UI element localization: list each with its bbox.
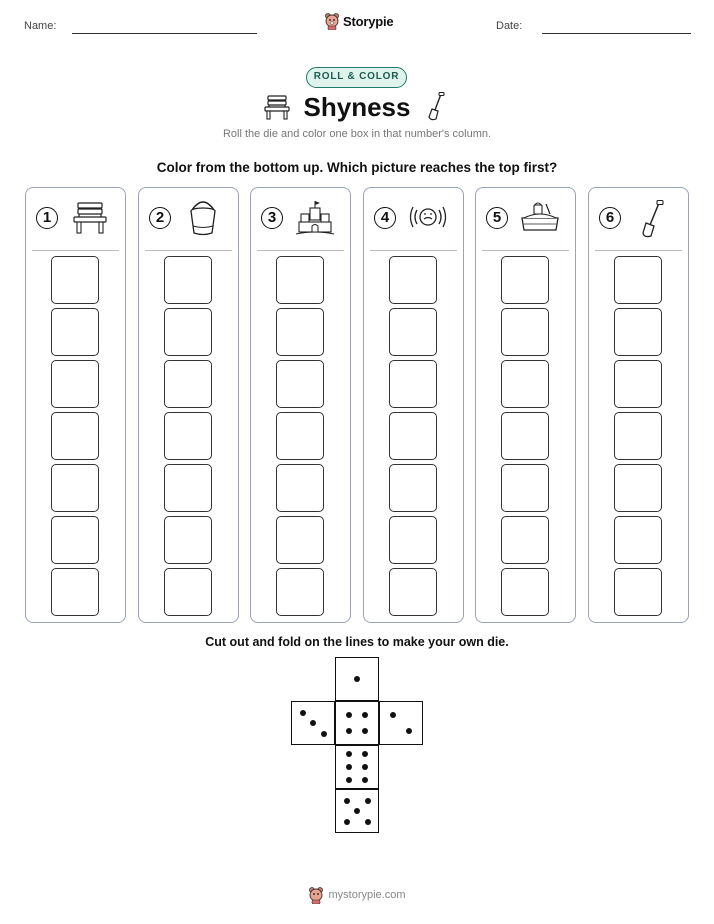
name-line[interactable] bbox=[72, 33, 257, 34]
column-2 bbox=[138, 187, 239, 623]
color-box[interactable] bbox=[164, 516, 212, 564]
column-number: 4 bbox=[374, 207, 396, 229]
color-box[interactable] bbox=[614, 464, 662, 512]
die-pip bbox=[300, 710, 306, 716]
die-face-6 bbox=[335, 745, 379, 789]
bucket-icon bbox=[183, 200, 223, 236]
color-box[interactable] bbox=[51, 256, 99, 304]
color-box[interactable] bbox=[501, 360, 549, 408]
column-3 bbox=[250, 187, 351, 623]
die-pip bbox=[390, 712, 396, 718]
color-box[interactable] bbox=[276, 360, 324, 408]
color-box[interactable] bbox=[501, 308, 549, 356]
coloring-instruction: Color from the bottom up. Which picture reaches the top first? bbox=[156, 160, 558, 175]
color-box[interactable] bbox=[389, 360, 437, 408]
die-face-1 bbox=[335, 657, 379, 701]
column-4 bbox=[363, 187, 464, 623]
color-box[interactable] bbox=[51, 464, 99, 512]
color-box[interactable] bbox=[614, 308, 662, 356]
name-label: Name: bbox=[24, 20, 57, 32]
die-pip bbox=[346, 712, 352, 718]
die-pip bbox=[406, 728, 412, 734]
color-box[interactable] bbox=[276, 412, 324, 460]
die-face-3 bbox=[291, 701, 335, 745]
color-box[interactable] bbox=[276, 256, 324, 304]
color-box[interactable] bbox=[164, 568, 212, 616]
date-label: Date: bbox=[496, 20, 523, 32]
sandbox-icon bbox=[520, 200, 560, 236]
color-box[interactable] bbox=[501, 412, 549, 460]
color-box[interactable] bbox=[276, 516, 324, 564]
column-divider bbox=[145, 250, 232, 251]
footer-site[interactable]: mystorypie.com bbox=[328, 889, 406, 901]
die-pip bbox=[365, 819, 371, 825]
die-pip bbox=[362, 764, 368, 770]
bear-mascot-icon bbox=[324, 12, 340, 30]
color-box[interactable] bbox=[389, 516, 437, 564]
color-box[interactable] bbox=[389, 412, 437, 460]
column-number: 3 bbox=[261, 207, 283, 229]
color-box[interactable] bbox=[389, 464, 437, 512]
worksheet-subtitle: Roll the die and color one box in that number's column. bbox=[222, 128, 492, 140]
die-pip bbox=[362, 777, 368, 783]
color-box[interactable] bbox=[614, 516, 662, 564]
die-pip bbox=[362, 728, 368, 734]
color-box[interactable] bbox=[501, 568, 549, 616]
footer bbox=[0, 886, 714, 904]
die-pip bbox=[321, 731, 327, 737]
die-pip bbox=[344, 798, 350, 804]
color-box[interactable] bbox=[164, 412, 212, 460]
date-line[interactable] bbox=[542, 33, 691, 34]
column-number: 2 bbox=[149, 207, 171, 229]
shy-face-icon bbox=[408, 200, 448, 236]
column-divider bbox=[370, 250, 457, 251]
die-pip bbox=[310, 720, 316, 726]
column-number: 1 bbox=[36, 207, 58, 229]
color-box[interactable] bbox=[501, 464, 549, 512]
column-divider bbox=[32, 250, 119, 251]
color-box[interactable] bbox=[501, 256, 549, 304]
color-box[interactable] bbox=[276, 308, 324, 356]
color-box[interactable] bbox=[164, 308, 212, 356]
color-box[interactable] bbox=[51, 516, 99, 564]
column-number: 5 bbox=[486, 207, 508, 229]
color-box[interactable] bbox=[614, 360, 662, 408]
brand-logo bbox=[324, 12, 393, 30]
color-box[interactable] bbox=[389, 568, 437, 616]
die-pip bbox=[346, 751, 352, 757]
die-face-4 bbox=[335, 701, 379, 745]
sandcastle-icon bbox=[295, 200, 335, 236]
die-pip bbox=[365, 798, 371, 804]
column-6 bbox=[588, 187, 689, 623]
die-pip bbox=[344, 819, 350, 825]
die-pip bbox=[346, 764, 352, 770]
worksheet-title: Shyness bbox=[303, 92, 411, 122]
activity-badge: ROLL & COLOR bbox=[306, 67, 407, 88]
color-box[interactable] bbox=[51, 308, 99, 356]
color-box[interactable] bbox=[51, 568, 99, 616]
color-box[interactable] bbox=[614, 256, 662, 304]
color-box[interactable] bbox=[51, 360, 99, 408]
die-instruction: Cut out and fold on the lines to make your own die. bbox=[205, 635, 509, 649]
shovel-icon bbox=[633, 200, 673, 240]
die-pip bbox=[346, 728, 352, 734]
die-pip bbox=[354, 676, 360, 682]
column-1 bbox=[25, 187, 126, 623]
shovel-icon bbox=[427, 92, 445, 122]
bench-icon bbox=[70, 200, 110, 236]
column-5 bbox=[475, 187, 576, 623]
color-box[interactable] bbox=[276, 464, 324, 512]
color-box[interactable] bbox=[501, 516, 549, 564]
die-face-2 bbox=[379, 701, 423, 745]
bear-mascot-icon bbox=[308, 886, 324, 904]
die-pip bbox=[362, 751, 368, 757]
color-box[interactable] bbox=[164, 464, 212, 512]
color-box[interactable] bbox=[389, 256, 437, 304]
column-divider bbox=[482, 250, 569, 251]
die-pip bbox=[354, 808, 360, 814]
die-pip bbox=[346, 777, 352, 783]
die-pip bbox=[362, 712, 368, 718]
column-divider bbox=[257, 250, 344, 251]
die-face-5 bbox=[335, 789, 379, 833]
color-box[interactable] bbox=[389, 308, 437, 356]
brand-name: Storypie bbox=[343, 13, 394, 29]
color-box[interactable] bbox=[614, 568, 662, 616]
column-divider bbox=[595, 250, 682, 251]
color-box[interactable] bbox=[276, 568, 324, 616]
color-box[interactable] bbox=[614, 412, 662, 460]
color-box[interactable] bbox=[51, 412, 99, 460]
column-number: 6 bbox=[599, 207, 621, 229]
color-box[interactable] bbox=[164, 360, 212, 408]
color-box[interactable] bbox=[164, 256, 212, 304]
